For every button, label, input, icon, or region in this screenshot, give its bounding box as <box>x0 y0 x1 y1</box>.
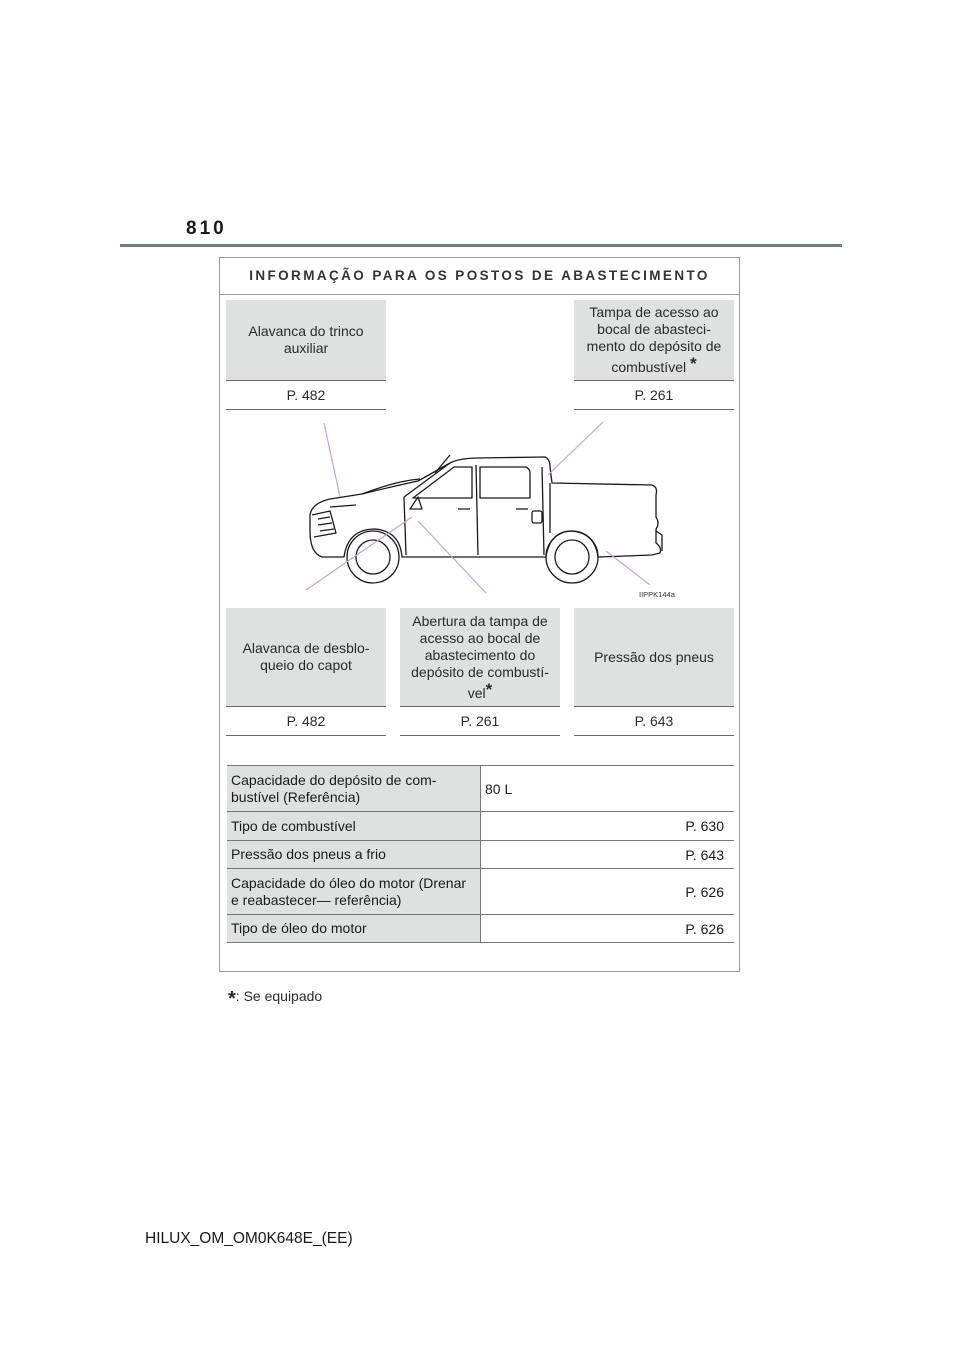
label-text: Abertura da tampa de acesso ao bocal de abastecimento do depósito de combustí-vel <box>411 612 549 701</box>
spec-value: P. 643 <box>685 846 724 863</box>
label-auxiliary-latch-lever <box>226 300 386 381</box>
spec-label: Tipo de óleo do motor <box>227 915 481 942</box>
spec-value: P. 630 <box>685 818 724 834</box>
page-number: 810 <box>186 218 227 239</box>
table-row <box>227 812 734 841</box>
label-fuel-filler-door <box>574 300 734 381</box>
table-row <box>227 869 734 915</box>
label-text: Alavanca do trinco auxiliar <box>248 323 364 356</box>
spec-table <box>227 765 734 943</box>
footnote <box>228 988 322 1011</box>
spec-label: Capacidade do óleo do motor (Drenar e reabastecer— referência) <box>227 869 481 914</box>
spec-label: Tipo de combustível <box>227 812 481 840</box>
label-hood-release-lever <box>226 608 386 707</box>
table-row <box>227 915 734 943</box>
label-tire-pressure <box>574 608 734 707</box>
footnote-text: : Se equipado <box>235 988 323 1004</box>
ref-tire-pressure: P. 643 <box>574 708 734 736</box>
pickup-truck-diagram <box>300 415 710 600</box>
section-title: INFORMAÇÃO PARA OS POSTOS DE ABASTECIMENTO <box>220 258 739 295</box>
label-text: Pressão dos pneus <box>594 648 714 665</box>
spec-label: Capacidade do depósito de com-bustível (Referência) <box>227 766 481 811</box>
spec-value: 80 L <box>485 780 513 797</box>
ref-auxiliary-latch-lever: P. 482 <box>226 382 386 410</box>
spec-value: P. 626 <box>685 883 724 900</box>
ref-fuel-door-opener: P. 261 <box>400 708 560 736</box>
document-code: HILUX_OM_OM0K648E_(EE) <box>145 1230 353 1247</box>
equipped-star-icon: * <box>689 354 697 373</box>
spec-value: P. 626 <box>685 920 724 937</box>
spec-label: Pressão dos pneus a frio <box>227 841 481 868</box>
header-rule <box>120 244 842 247</box>
label-fuel-door-opener <box>400 608 560 707</box>
ref-fuel-filler-door: P. 261 <box>574 382 734 410</box>
ref-hood-release-lever: P. 482 <box>226 708 386 736</box>
equipped-star-icon: * <box>485 679 493 699</box>
label-text: Tampa de acesso ao bocal de abasteci-mento do depósito de combustível <box>586 304 722 375</box>
table-row <box>227 841 734 869</box>
footnote-star-icon: * <box>228 988 236 1010</box>
label-text: Alavanca de desblo-queio do capot <box>242 640 370 673</box>
table-row <box>227 766 734 812</box>
diagram-code: IIPPK144a <box>639 590 675 599</box>
